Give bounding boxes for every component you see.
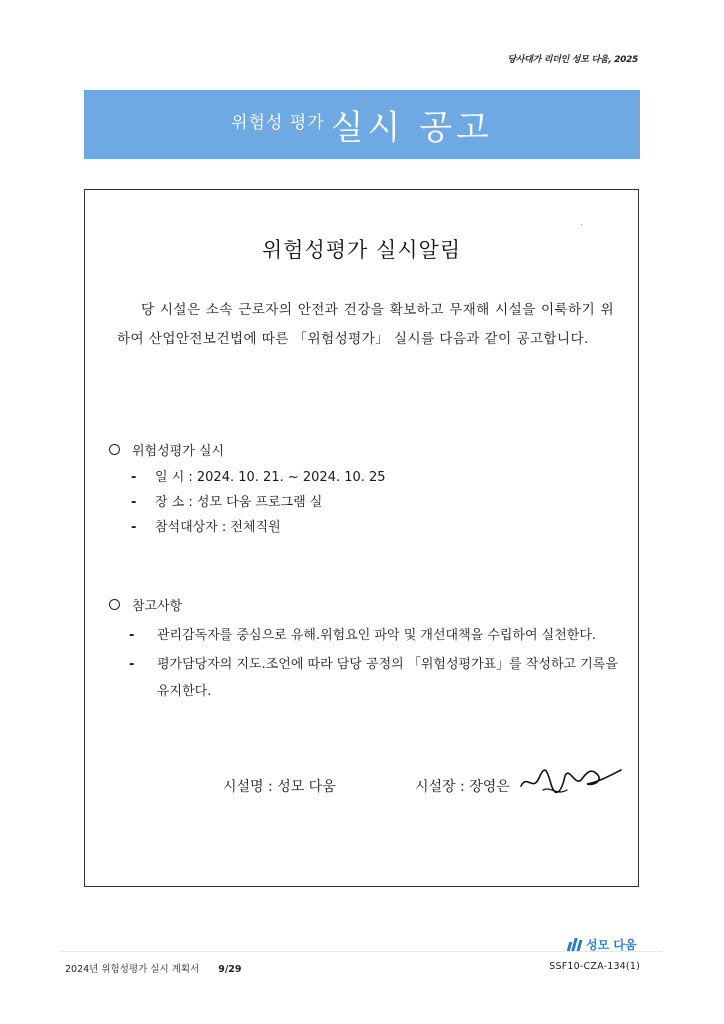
dash-bullet: - (129, 657, 135, 672)
dash-bullet: - (129, 628, 135, 643)
notice-intro: 당 시설은 소속 근로자의 안전과 건강을 확보하고 무재해 시설을 이룩하기 위하여 산업안전보건법에 따른 「위험성평가」 실시를 다음과 같이 공고합니다. (117, 302, 614, 347)
document-code: SSF10-CZA-134(1) (549, 961, 640, 972)
handwritten-signature (517, 756, 625, 800)
manager-name: 시설장 : 장영은 (415, 779, 510, 795)
page-number: 9/29 (218, 964, 242, 975)
handwritten-note: 당사대가 리더인 성모 다움, 2025 (507, 55, 638, 65)
notice-frame (84, 189, 639, 887)
footer-title-text: 2024년 위험성평가 실시 계획서 (65, 964, 200, 975)
list-item (129, 622, 618, 649)
facility-name: 시설명 : 성모 다움 (223, 779, 336, 795)
section-heading: 참고사항 (132, 599, 183, 614)
list-item (129, 651, 618, 705)
circle-bullet-icon (109, 599, 120, 610)
circle-bullet-icon (109, 444, 120, 455)
section-notes (109, 595, 618, 707)
item-text: 참석대상자 : 전체직원 (155, 520, 281, 535)
list-item (131, 490, 618, 515)
header-banner (84, 90, 640, 159)
item-text: 장 소 : 성모 다움 프로그램 실 (155, 495, 323, 510)
list-item (131, 465, 618, 490)
footer-document-title (65, 961, 242, 975)
item-text: 관리감독자를 중심으로 유해.위험요인 파악 및 개선대책을 수립하여 실천한다. (157, 628, 597, 643)
footer-divider (60, 951, 662, 952)
banner-subtitle: 위험성 평가 (231, 113, 325, 133)
banner-title: 실시 공고 (330, 108, 493, 148)
dash-bullet: - (131, 495, 137, 510)
corner-mark-icon: ᆞ (577, 221, 586, 231)
logo-text: 성모 다움 (586, 938, 637, 952)
list-item (131, 515, 618, 540)
dash-bullet: - (131, 470, 137, 485)
section-assessment (109, 440, 618, 540)
item-text: 일 시 : 2024. 10. 21. ~ 2024. 10. 25 (155, 470, 386, 485)
logo-icon (568, 938, 583, 951)
section-heading: 위험성평가 실시 (132, 444, 225, 459)
item-text: 평가담당자의 지도.조언에 따라 담당 공정의 「위험성평가표」를 작성하고 기록을 유지한다. (157, 657, 618, 699)
dash-bullet: - (131, 520, 137, 535)
notice-title: 위험성평가 실시알림 (261, 238, 462, 262)
